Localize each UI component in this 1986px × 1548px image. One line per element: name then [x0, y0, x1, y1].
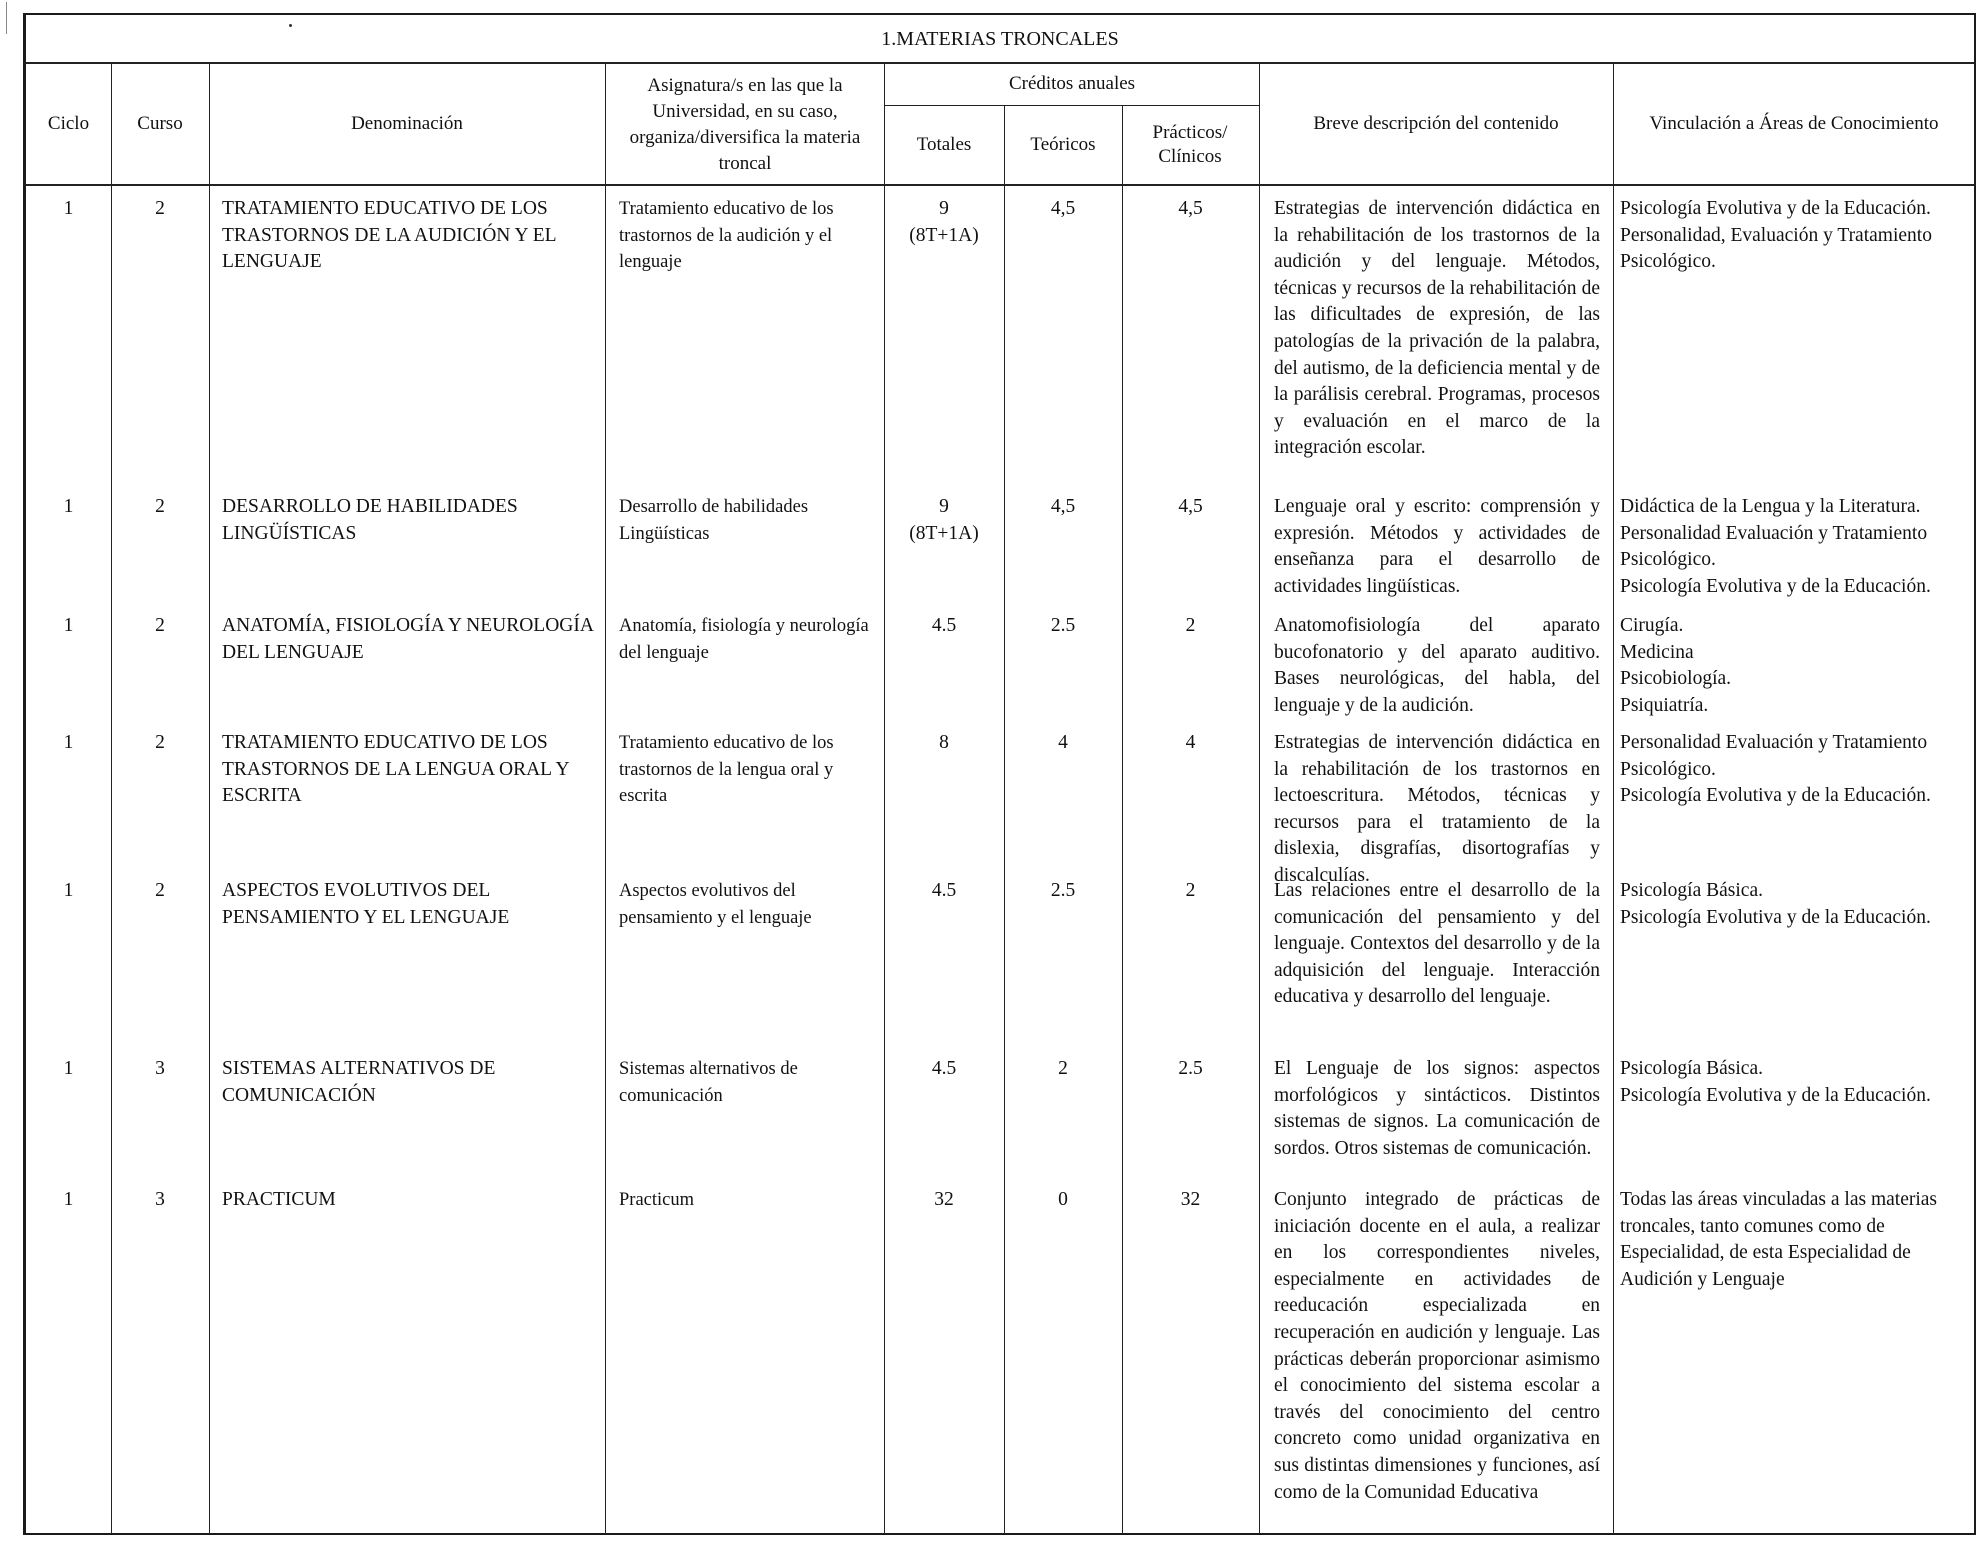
- cell-ciclo: 1: [63, 496, 74, 517]
- cell-asignatura: Practicum: [619, 1190, 695, 1210]
- cell-totales: [884, 494, 1004, 547]
- area-item: Cirugía.: [1620, 615, 1684, 636]
- cell-asignatura: Tratamiento educativo de los trastornos de la audición y el lenguaje: [619, 199, 834, 273]
- cell-descripcion: Las relaciones entre el desarrollo de la comunicación del pensamiento y del lenguaje. Contextos del desarrollo y de la adquisición del lenguaje. Interacción educativa y desarrollo del lenguaje.: [1274, 880, 1600, 1008]
- cell-areas: [1620, 494, 1970, 600]
- totales-value: 8: [939, 732, 949, 753]
- header-ciclo: Ciclo: [47, 112, 90, 134]
- cell-ciclo: 1: [63, 1058, 74, 1079]
- cell-teoricos: 4,5: [1050, 496, 1076, 517]
- cell-teoricos: 2: [1058, 1058, 1068, 1079]
- area-item: Psicobiología.: [1620, 668, 1732, 690]
- cell-practicos: 4,5: [1178, 198, 1203, 219]
- totales-value: 4.5: [931, 880, 957, 901]
- cell-descripcion: Lenguaje oral y escrito: comprensión y expresión. Métodos y actividades de enseñanza para el desarrollo de actividades lingüísticas.: [1274, 496, 1600, 597]
- area-item: Psicología Evolutiva y de la Educación.: [1620, 575, 1931, 597]
- header-divider: [25, 184, 1975, 186]
- cell-denominacion: TRATAMIENTO EDUCATIVO DE LOS TRASTORNOS DE LA LENGUA ORAL Y ESCRITA: [222, 732, 569, 807]
- totales-note: (8T+1A): [909, 224, 979, 246]
- col-divider-descripcion: [1613, 63, 1614, 1534]
- cell-asignatura: Aspectos evolutivos del pensamiento y el lenguaje: [619, 881, 812, 928]
- cell-totales: [884, 613, 1004, 640]
- area-item: Personalidad Evaluación y Tratamiento Psicológico.: [1620, 522, 1928, 571]
- cell-teoricos: 0: [1058, 1189, 1068, 1210]
- area-item: Psicología Evolutiva y de la Educación.: [1620, 785, 1931, 807]
- header-curso: Curso: [137, 112, 183, 134]
- totales-note: (8T+1A): [909, 522, 979, 544]
- header-vinculacion: Vinculación a Áreas de Conocimiento: [1649, 112, 1939, 134]
- cell-ciclo: 1: [63, 198, 74, 219]
- area-item: Didáctica de la Lengua y la Literatura.: [1620, 496, 1921, 517]
- header-teoricos: Teóricos: [1030, 134, 1096, 155]
- cell-teoricos: 4: [1058, 732, 1068, 753]
- scan-speck: [289, 24, 292, 27]
- cell-totales: [884, 730, 1004, 757]
- cell-totales: [884, 196, 1004, 249]
- area-item: Psicología Evolutiva y de la Educación.: [1620, 906, 1931, 928]
- cell-denominacion: ASPECTOS EVOLUTIVOS DEL PENSAMIENTO Y EL LENGUAJE: [222, 880, 510, 928]
- cell-areas: [1620, 1056, 1970, 1109]
- cell-teoricos: 2.5: [1050, 880, 1076, 901]
- cell-descripcion: Conjunto integrado de prácticas de iniciación docente en el aula, a realizar en los correspondientes niveles, especialmente en actividades de reeducación especializada en recuperación en audición y lenguaje. Las prácticas deberán proporcionar asimismo el conocimiento del sistema escolar a través del conocimiento del centro concreto como unidad organizativa en sus distintas dimensiones y funciones, así como de la Comunidad Educativa: [1274, 1189, 1600, 1503]
- table-title: 1.MATERIAS TRONCALES: [881, 27, 1119, 50]
- col-divider-practicos: [1259, 63, 1260, 1534]
- area-item: Todas las áreas vinculadas a las materias troncales, tanto comunes como de Especialidad, de esta Especialidad de Audición y Lenguaje: [1620, 1189, 1938, 1290]
- cell-curso: 3: [155, 1058, 165, 1079]
- area-item: Psicología Básica.: [1620, 1058, 1763, 1079]
- area-item: Psiquiatría.: [1620, 694, 1709, 716]
- cell-curso: 2: [155, 198, 165, 219]
- cell-descripcion: El Lenguaje de los signos: aspectos morfológicos y sintácticos. Distintos sistemas de signos. La comunicación de sordos. Otros sistemas de comunicación.: [1274, 1058, 1600, 1159]
- cell-curso: 3: [155, 1189, 165, 1210]
- col-divider-asignatura: [884, 63, 885, 1534]
- cell-areas: [1620, 1187, 1970, 1293]
- cell-curso: 2: [155, 880, 165, 901]
- cell-ciclo: 1: [63, 615, 74, 636]
- cell-descripcion: Estrategias de intervención didáctica en la rehabilitación de los trastornos en lectoescritura. Métodos, técnicas y recursos para el tratamiento de la dislexia, disgrafías, disortografías y discalculías.: [1274, 732, 1600, 886]
- cell-totales: [884, 878, 1004, 905]
- col-divider-denominacion: [605, 63, 606, 1534]
- cell-ciclo: 1: [63, 1189, 74, 1210]
- totales-value: 4.5: [931, 615, 957, 636]
- cell-areas: [1620, 196, 1970, 276]
- cell-asignatura: Tratamiento educativo de los trastornos de la lengua oral y escrita: [619, 733, 834, 807]
- cell-asignatura: Sistemas alternativos de comunicación: [619, 1059, 798, 1106]
- area-item: Medicina: [1620, 641, 1694, 663]
- cell-ciclo: 1: [63, 880, 74, 901]
- cell-teoricos: 4,5: [1050, 198, 1076, 219]
- header-practicos: Prácticos/ Clínicos: [1152, 122, 1228, 167]
- scan-margin-mark: [6, 2, 7, 34]
- col-divider-curso: [209, 63, 210, 1534]
- area-item: Personalidad, Evaluación y Tratamiento Psicológico.: [1620, 224, 1932, 273]
- cell-practicos: 2: [1185, 615, 1196, 636]
- totales-value: 32: [934, 1189, 954, 1210]
- cell-teoricos: 2.5: [1050, 615, 1076, 636]
- header-denominacion: Denominación: [351, 112, 463, 134]
- totales-value: 9: [939, 198, 949, 219]
- cell-descripcion: Anatomofisiología del aparato bucofonatorio y del aparato auditivo. Bases neurológicas, del habla, del lenguaje y de la audición.: [1274, 615, 1600, 716]
- cell-asignatura: Anatomía, fisiología y neurología del lenguaje: [619, 616, 869, 663]
- header-creditos-anuales: Créditos anuales: [1008, 73, 1136, 94]
- totales-value: 9: [939, 496, 949, 517]
- cell-practicos: 32: [1180, 1189, 1201, 1210]
- cell-curso: 2: [155, 496, 165, 517]
- cell-denominacion: TRATAMIENTO EDUCATIVO DE LOS TRASTORNOS DE LA AUDICIÓN Y EL LENGUAJE: [222, 198, 556, 273]
- header-totales: Totales: [916, 134, 972, 155]
- cell-areas: [1620, 878, 1970, 931]
- area-item: Psicología Básica.: [1620, 880, 1763, 901]
- area-item: Personalidad Evaluación y Tratamiento Psicológico.: [1620, 732, 1928, 780]
- col-divider-ciclo: [111, 63, 112, 1534]
- cell-descripcion: Estrategias de intervención didáctica en la rehabilitación de los trastornos de la audición y del lenguaje. Métodos, técnicas y recursos de la rehabilitación de las dificultades de expresión, de las patologías de la privación de la palabra, del autismo, de la deficiencia mental y de la parálisis cerebral. Programas, procesos y evaluación en el marco de la integración escolar.: [1274, 198, 1600, 459]
- area-item: Psicología Evolutiva y de la Educación.: [1620, 198, 1931, 219]
- cell-totales: [884, 1056, 1004, 1083]
- cell-denominacion: ANATOMÍA, FISIOLOGÍA Y NEUROLOGÍA DEL LENGUAJE: [222, 615, 593, 663]
- cell-practicos: 2: [1185, 880, 1196, 901]
- cell-denominacion: PRACTICUM: [222, 1189, 336, 1210]
- header-asignatura: Asignatura/s en las que la Universidad, en su caso, organiza/diversifica la materia troncal: [629, 75, 861, 174]
- cell-practicos: 4: [1185, 732, 1196, 753]
- cell-curso: 2: [155, 732, 165, 753]
- cell-practicos: 4,5: [1178, 496, 1203, 517]
- cell-areas: [1620, 613, 1970, 719]
- cell-practicos: 2.5: [1178, 1058, 1203, 1079]
- cell-asignatura: Desarrollo de habilidades Lingüísticas: [619, 497, 809, 544]
- totales-value: 4.5: [931, 1058, 957, 1079]
- header-descripcion: Breve descripción del contenido: [1313, 112, 1559, 134]
- cell-areas: [1620, 730, 1970, 810]
- cell-denominacion: DESARROLLO DE HABILIDADES LINGÜÍSTICAS: [222, 496, 518, 544]
- col-divider-totales: [1004, 106, 1005, 1534]
- cell-denominacion: SISTEMAS ALTERNATIVOS DE COMUNICACIÓN: [222, 1058, 496, 1106]
- cell-curso: 2: [155, 615, 165, 636]
- area-item: Psicología Evolutiva y de la Educación.: [1620, 1084, 1931, 1106]
- cell-totales: [884, 1187, 1004, 1214]
- cell-ciclo: 1: [63, 732, 74, 753]
- col-divider-teoricos: [1122, 106, 1123, 1534]
